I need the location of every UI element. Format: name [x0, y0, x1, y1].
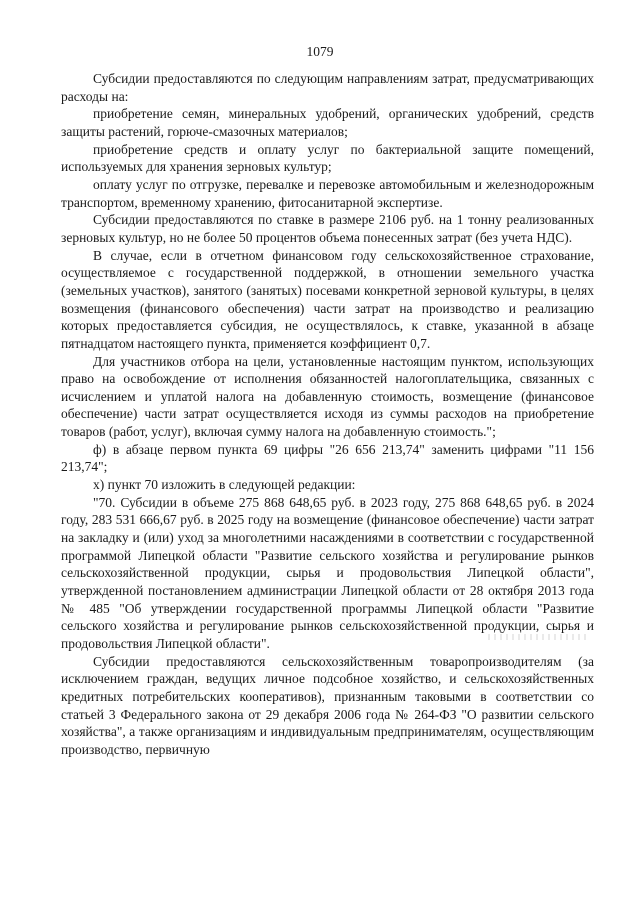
- paragraph-subsidy-recipients: Субсидии предоставляются сельскохозяйственным товаропроизводителям (за исключением граждан, ведущих личное подсобное хозяйство, и сельскохозяйственных кредитных потребительских кооперативов), признанным таковыми в соответствии со статьей 3 Федерального закона от 29 декабря 2006 года № 264-ФЗ "О развитии сельского хозяйства", а также организациям и индивидуальным предпринимателям, осуществляющим производство, первичную: [61, 653, 594, 757]
- paragraph-transport-services: оплату услуг по отгрузке, перевалке и перевозке автомобильным и железнодорожным транспортом, временному хранению, фитосанитарной экспертизе.: [61, 176, 594, 210]
- paragraph-subsidy-directions: Субсидии предоставляются по следующим направлениям затрат, предусматривающих расходы на:: [61, 71, 594, 104]
- scan-artifact: [488, 634, 588, 640]
- paragraph-item-70: "70. Субсидии в объеме 275 868 648,65 руб. в 2023 году, 275 868 648,65 руб. в 2024 году, 283 531 666,67 руб. в 2025 году на возмещение (финансовое обеспечение) части затрат на закладку и (или) уход за многолетними насаждениями в соответствии с государственной программой Липецкой области "Развитие сельского хозяйства и регулирование рынков сельскохозяйственной продукции, сырья и продовольствия Липецкой области", утвержденной постановлением администрации Липецкой области от 28 октября 2013 года № 485 "Об утверждении государственной программы Липецкой области "Развитие сельского хозяйства и регулирование рынков сельскохозяйственной продукции, сырья и продовольствия Липецкой области".: [61, 494, 594, 651]
- paragraph-insurance-coefficient: В случае, если в отчетном финансовом году сельскохозяйственное страхование, осуществляемое с государственной поддержкой, в отношении земельного участка (земельных участков), занятого (занятых) посевами конкретной зерновой культуры, в целях возмещения (финансового обеспечения) части затрат на производство и реализацию которых предоставляется субсидия, не осуществлялось, к ставке, указанной в абзаце пятнадцатом настоящего пункта, применяется коэффициент 0,7.: [61, 247, 594, 351]
- paragraph-seeds-fertilizers: приобретение семян, минеральных удобрений, органических удобрений, средств защиты растений, горюче-смазочных материалов;: [61, 106, 594, 139]
- page-number: 1079: [306, 44, 334, 59]
- paragraph-subsidy-rate: Субсидии предоставляются по ставке в размере 2106 руб. на 1 тонну реализованных зерновых культур, но не более 50 процентов объема понесенных затрат (без учета НДС).: [61, 212, 594, 245]
- paragraph-amendment-f: ф) в абзаце первом пункта 69 цифры "26 656 213,74" заменить цифрами "11 156 213,74";: [61, 441, 594, 475]
- paragraph-bacterial-protection: приобретение средств и оплату услуг по бактериальной защите помещений, используемых для хранения зерновых культур;: [61, 141, 594, 175]
- document-body: [61, 70, 594, 759]
- paragraph-vat-exemption: Для участников отбора на цели, установленные настоящим пунктом, использующих право на освобождение от исполнения обязанностей налогоплательщика, связанных с исчислением и уплатой налога на добавленную стоимость, возмещение (финансовое обеспечение) части затрат осуществляется исходя из суммы расходов на приобретение товаров (работ, услуг), включая сумму налога на добавленную стоимость.";: [61, 353, 594, 440]
- paragraph-amendment-kh: х) пункт 70 изложить в следующей редакции:: [93, 477, 356, 493]
